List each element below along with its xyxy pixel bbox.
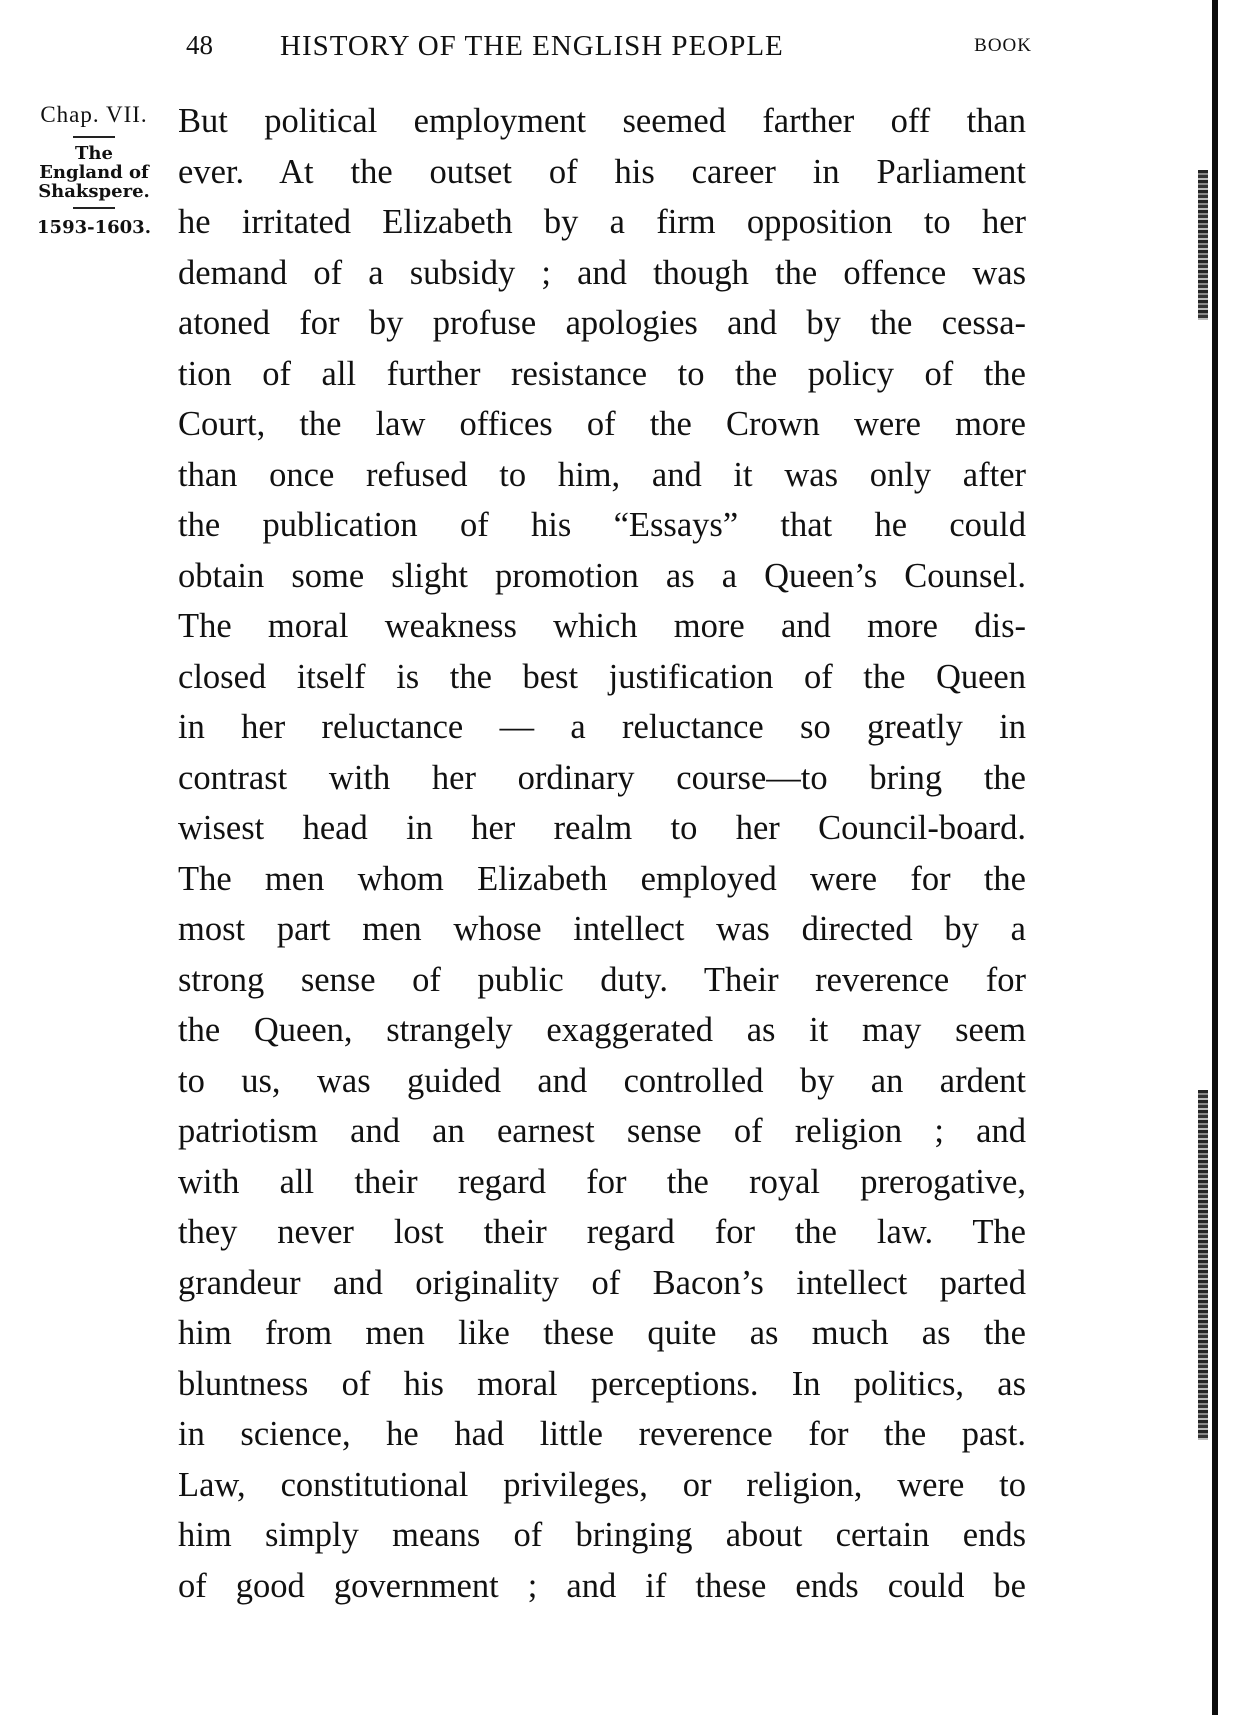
- text-line: Law, constitutional privileges, or religion, were to: [178, 1465, 1026, 1504]
- text-line: wisest head in her realm to her Council-board.: [178, 809, 1026, 847]
- page-number: 48: [186, 30, 213, 60]
- chapter-label: Chap. VII.: [40, 102, 148, 127]
- text-line: strong sense of public duty. Their reverence for: [178, 960, 1026, 999]
- text-line: they never lost their regard for the law. The: [178, 1213, 1026, 1251]
- topic-line-1: The: [75, 143, 113, 164]
- text-line: in her reluctance — a reluctance so greatly in: [178, 708, 1026, 746]
- running-title: HISTORY OF THE ENGLISH PEOPLE: [280, 30, 784, 62]
- text-line: than once refused to him, and it was only after: [178, 455, 1026, 494]
- text-line: atoned for by profuse apologies and by the cessa-: [178, 304, 1026, 342]
- text-line: patriotism and an earnest sense of religion ; and: [178, 1112, 1026, 1150]
- text-line: in science, he had little reverence for the past.: [178, 1415, 1026, 1453]
- book-label: BOOK: [974, 35, 1032, 56]
- text-line: Court, the law offices of the Crown were more: [178, 405, 1026, 443]
- text-line: him simply means of bringing about certain ends: [178, 1516, 1026, 1554]
- text-line: demand of a subsidy ; and though the offence was: [178, 253, 1026, 292]
- text-line: The moral weakness which more and more dis-: [178, 607, 1026, 645]
- text-line: contrast with her ordinary course—to bring the: [178, 758, 1026, 797]
- scan-artifact: [1198, 1090, 1208, 1440]
- text-line: grandeur and originality of Bacon’s intellect parted: [178, 1263, 1026, 1302]
- scan-artifact: [1198, 170, 1208, 320]
- topic-line-3: Shakspere.: [38, 181, 150, 202]
- text-line: The men whom Elizabeth employed were for the: [178, 859, 1026, 898]
- text-line: obtain some slight promotion as a Queen’s Counsel.: [178, 556, 1026, 595]
- sidenote-rule: [73, 207, 115, 209]
- text-line: bluntness of his moral perceptions. In politics, as: [178, 1364, 1026, 1403]
- text-line: of good government ; and if these ends could be: [178, 1566, 1026, 1605]
- page-edge-shadow: [1212, 0, 1218, 1715]
- text-line: ever. At the outset of his career in Parliament: [178, 152, 1026, 191]
- margin-sidenote: [20, 100, 168, 241]
- text-line: him from men like these quite as much as the: [178, 1314, 1026, 1352]
- years-label: 1593-1603.: [37, 217, 151, 238]
- text-line: But political employment seemed farther off than: [178, 102, 1026, 140]
- sidenote-rule: [73, 136, 115, 138]
- text-line: he irritated Elizabeth by a firm opposition to her: [178, 203, 1026, 241]
- text-line: tion of all further resistance to the policy of the: [178, 354, 1026, 393]
- text-line: the publication of his “Essays” that he could: [178, 506, 1026, 544]
- text-line: to us, was guided and controlled by an ardent: [178, 1061, 1026, 1100]
- text-line: the Queen, strangely exaggerated as it may seem: [178, 1011, 1026, 1049]
- text-line: closed itself is the best justification of the Queen: [178, 657, 1026, 696]
- running-header: [170, 30, 1032, 70]
- topic-line-2: England of: [39, 162, 149, 183]
- body-text: [178, 96, 1026, 1611]
- text-line: most part men whose intellect was directed by a: [178, 910, 1026, 948]
- text-line: with all their regard for the royal prerogative,: [178, 1162, 1026, 1201]
